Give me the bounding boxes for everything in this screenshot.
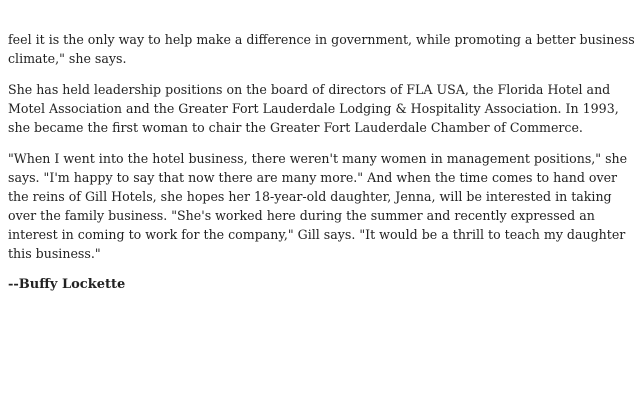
- paragraph-continuation: feel it is the only way to help make a difference in government, while promoting a better business climate," she says.: [8, 32, 635, 66]
- paragraph-quote: "When I went into the hotel business, there weren't many women in management positions," she says. "I'm happy to say that now there are many more." And when the time comes to hand over the reins of Gill Hotels, she hopes her 18-year-old daughter, Jenna, will be interested in taking over the family business. "She's worked here during the summer and recently expressed an interest in coming to work for the company," Gill says. "It would be a thrill to teach my daughter this business.": [8, 151, 628, 261]
- author-byline: --Buffy Lockette: [8, 277, 126, 292]
- paragraph-leadership: She has held leadership positions on the board of directors of FLA USA, the Florida Hotel and Motel Association and the Greater Fort Lauderdale Lodging & Hospitality Association. In 1993, she became the first woman to chair the Greater Fort Lauderdale Chamber of Commerce.: [8, 82, 619, 135]
- article-body: [8, 30, 636, 306]
